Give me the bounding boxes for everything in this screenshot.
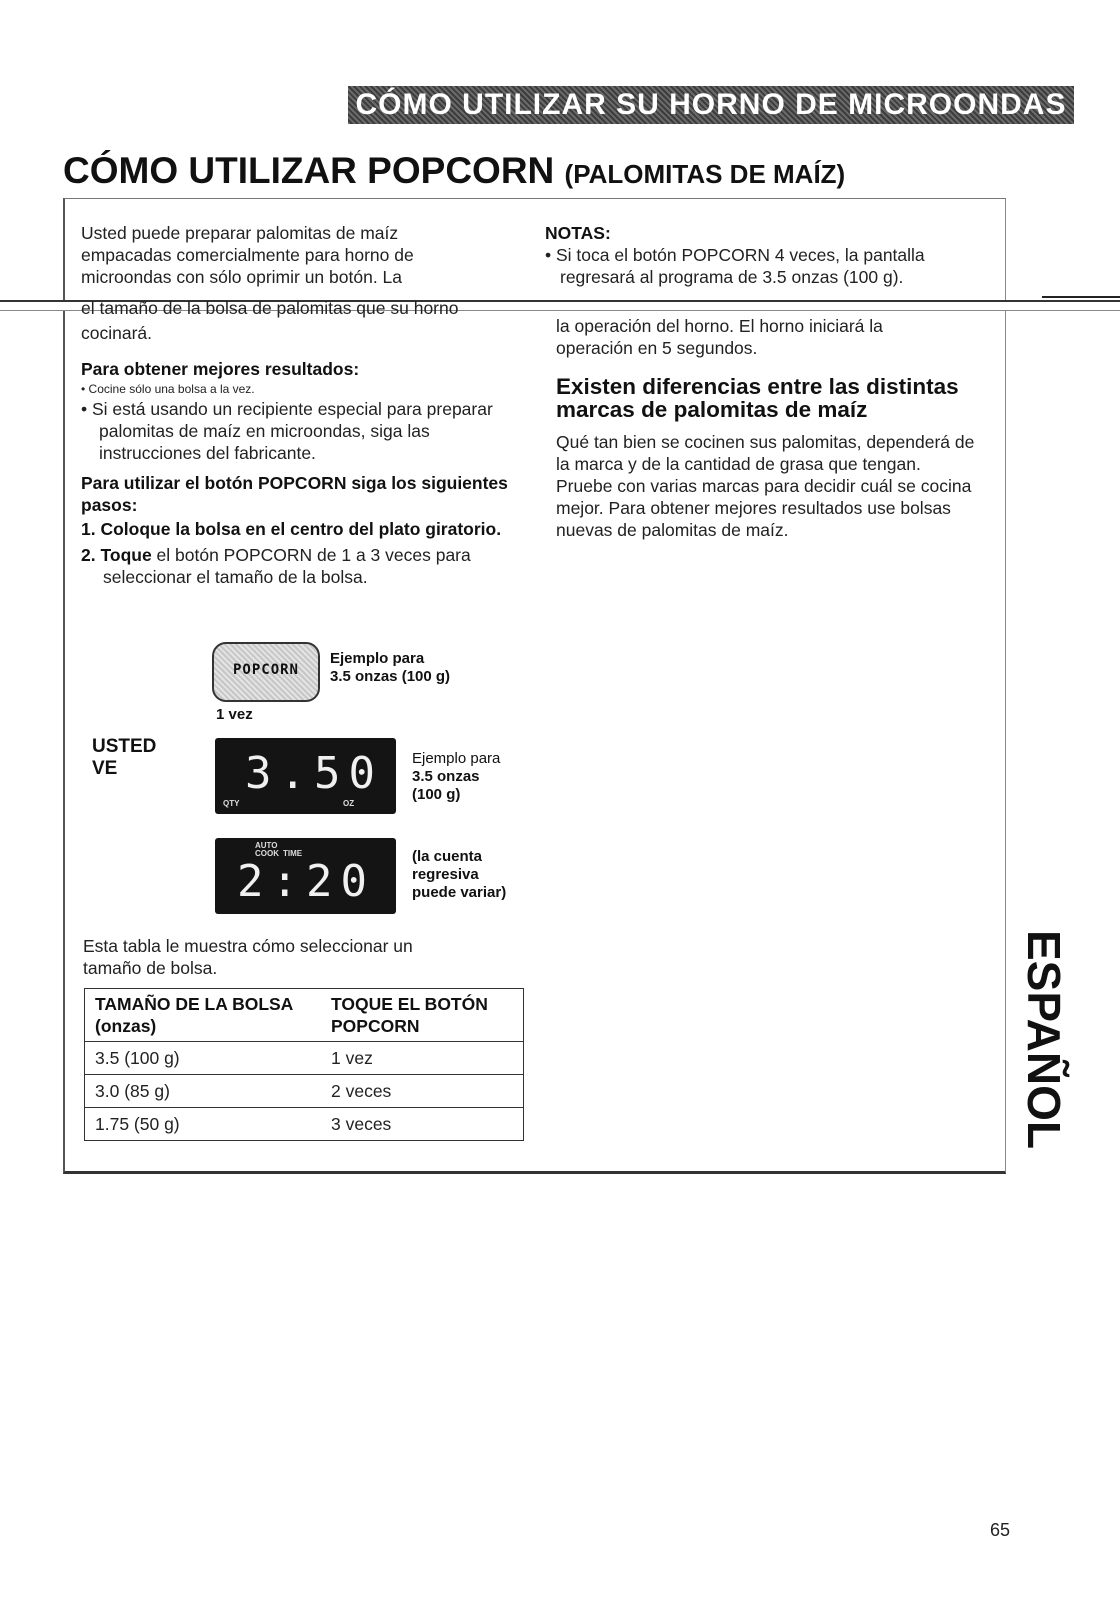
best-results-bullet-2: • Si está usando un recipiente especial para preparar palomitas de maíz en microondas, siga las instrucciones del fabricante. [81, 399, 493, 463]
display-example-2 [215, 838, 396, 914]
section-banner: CÓMO UTILIZAR SU HORNO DE MICROONDAS [348, 86, 1074, 124]
you-see-label [92, 736, 156, 780]
table-intro: Esta tabla le muestra cómo seleccionar un tamaño de bolsa. [83, 936, 413, 978]
display-1-qty: QTY [223, 799, 240, 808]
page-number: 65 [990, 1520, 1011, 1540]
left-column [81, 322, 511, 588]
steps-heading: Para utilizar el botón POPCORN siga los siguientes pasos: [81, 473, 508, 515]
display-1-caption-2: 3.5 onzas [412, 768, 480, 785]
display-2-caption-1: (la cuenta [412, 848, 483, 865]
display-1-caption-1: Ejemplo para [412, 750, 501, 767]
notes-line-4: operación en 5 segundos. [556, 338, 758, 358]
best-results-heading: Para obtener mejores resultados: [81, 359, 360, 379]
display-1-caption-3: (100 g) [412, 786, 461, 803]
you-see-line-2: VE [92, 758, 118, 779]
table-row [85, 1075, 524, 1108]
intro-line-1: Usted puede preparar palomitas de maíz [81, 223, 399, 243]
display-2-auto: AUTO [255, 841, 278, 850]
notes-top [545, 222, 975, 288]
brands-body: Qué tan bien se cocinen sus palomitas, dependerá de la marca y de la cantidad de grasa que tengan. Pruebe con varias marcas para decidir cuál se cocina mejor. Para obtener mejores resultados use bolsas nuevas de palomitas de maíz. [556, 432, 975, 540]
size-table [84, 988, 524, 1141]
notes-heading: NOTAS: [545, 223, 611, 243]
brands-heading: Existen diferencias entre las distintas marcas de palomitas de maíz [556, 374, 959, 422]
table-header-size: TAMAÑO DE LA BOLSA (onzas) [85, 989, 326, 1042]
intro-line-2: empacadas comercialmente para horno de [81, 245, 414, 265]
display-1-caption [412, 750, 500, 804]
intro-top [81, 222, 501, 288]
display-2-caption-3: puede variar) [412, 884, 507, 901]
intro-line-3: microondas con sólo oprimir un botón. La [81, 267, 403, 287]
display-2-caption-2: regresiva [412, 866, 479, 883]
display-2-cook: COOK [255, 849, 279, 858]
display-1-oz: OZ [343, 799, 355, 808]
table-cell-touch: 2 veces [325, 1075, 524, 1108]
step-1-text: Coloque la bolsa en el centro del plato giratorio. [100, 519, 502, 539]
popcorn-button: POPCORN [212, 642, 320, 702]
seam-rule [1042, 296, 1120, 298]
button-caption [330, 650, 450, 686]
step-1-number: 1. [81, 519, 96, 539]
side-tab-text: ESPAÑOL [1018, 930, 1070, 1149]
notes-line-2: regresará al programa de 3.5 onzas (100 g). [560, 267, 904, 287]
table-cell-size: 3.0 (85 g) [85, 1075, 326, 1108]
table-header-touch: TOQUE EL BOTÓN POPCORN [325, 989, 524, 1042]
title-main: CÓMO UTILIZAR POPCORN [63, 150, 555, 191]
button-caption-2: 3.5 onzas (100 g) [330, 668, 451, 685]
table-header-row [85, 989, 524, 1042]
table-cell-size: 1.75 (50 g) [85, 1108, 326, 1141]
side-tab-graphic [1018, 930, 1070, 1149]
step-1 [81, 518, 511, 540]
notes-line-1: • Si toca el botón POPCORN 4 veces, la pantalla [545, 245, 925, 265]
step-2-bold: Toque [100, 545, 152, 565]
table-row [85, 1042, 524, 1075]
step-2-number: 2. [81, 545, 96, 565]
intro-line-5: cocinará. [81, 323, 153, 343]
display-2-caption [412, 848, 506, 902]
table-cell-touch: 1 vez [325, 1042, 524, 1075]
title-sub: (PALOMITAS DE MAÍZ) [564, 159, 846, 189]
step-2 [81, 544, 511, 588]
display-example-1 [215, 738, 396, 814]
page-title [63, 150, 845, 192]
table-row [85, 1108, 524, 1141]
display-2-time: TIME [283, 849, 303, 858]
display-2-digits: 2:20 [237, 856, 375, 907]
intro-cut-line: el tamaño de la bolsa de palomitas que su horno [81, 298, 459, 318]
right-column [556, 315, 976, 541]
display-1-digits: 3.50 [245, 748, 383, 799]
table-cell-touch: 3 veces [325, 1108, 524, 1141]
language-side-tab [1018, 930, 1070, 1149]
best-results-bullet-1: • Cocine sólo una bolsa a la vez. [81, 382, 255, 396]
table-cell-size: 3.5 (100 g) [85, 1042, 326, 1075]
notes-line-3: la operación del horno. El horno iniciará la [556, 316, 883, 336]
you-see-line-1: USTED [92, 736, 157, 757]
button-caption-1: Ejemplo para [330, 650, 425, 667]
button-times: 1 vez [216, 706, 253, 723]
step-2-text: el botón POPCORN de 1 a 3 veces para seleccionar el tamaño de la bolsa. [103, 545, 471, 587]
